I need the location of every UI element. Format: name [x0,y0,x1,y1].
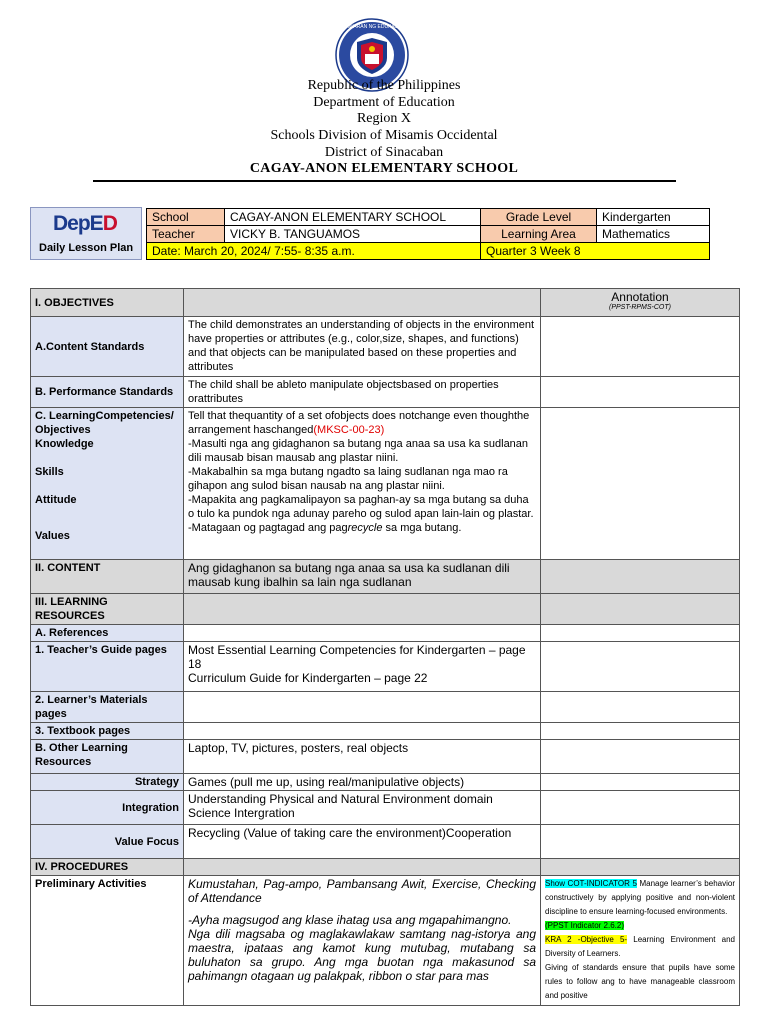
procedures-heading: IV. PROCEDURES [31,859,184,876]
annotation-cell [541,859,740,876]
grade-label: Grade Level [481,209,597,226]
annotation-cell [541,408,740,560]
annotation-cell [541,740,740,774]
annotation-cell [541,723,740,740]
textbook-blank [184,723,541,740]
objectives-heading: I. OBJECTIVES [31,289,184,317]
competencies-text [184,408,541,560]
annotation-cell [541,560,740,594]
teacher-value: VICKY B. TANGUAMOS [225,226,481,243]
procedures-blank [184,859,541,876]
integration-label: Integration [31,791,184,825]
annotation-cell [541,642,740,692]
header-district: District of Sinacaban [324,145,444,160]
competencies-label-line1: C. LearningCompetencies/ [35,410,174,422]
header-department: Department of Education [313,95,455,110]
prelim-opening: Kumustahan, Pag-ampo, Pambansang Awit, Exercise, Checking of Attendance [188,877,536,905]
content-text: Ang gidaghanon sa butang nga anaa sa usa ka sudlanan dili mausab kung ibalhin sa lain nga sudlanan [184,560,541,594]
teachers-guide-line2: Curriculum Guide for Kindergarten – page 22 [188,671,428,685]
attitude-label: Attitude [35,494,77,506]
cot-indicator-text: Manage learner’s behavior constructively by applying positive and non-violent discipline to ensure learning-focused environments. [545,879,735,916]
area-value: Mathematics [597,226,710,243]
svg-text:KAGAWARAN NG EDUKASYON: KAGAWARAN NG EDUKASYON [335,24,409,30]
knowledge-objective: -Masulti nga ang gidaghanon sa butang nga anaa sa usa ka sudlanan dili mausab bisan mausab ang plastar niini. [188,438,529,464]
header-republic: Republic of the Philippines [307,78,461,93]
annotation-cell [541,692,740,723]
kra-text: Learning Environment and Diversity of Learners. [545,935,736,958]
annotation-cell [541,377,740,408]
annotation-cell [541,317,740,377]
content-standards-text: The child demonstrates an understanding of objects in the environment have properties or attributes (e.g., color,size, shapes, and functions) and that objects can be manipulated based on these properties and attributes [184,317,541,377]
textbook-label: 3. Textbook pages [31,723,184,740]
lesson-table [30,288,740,1006]
annotation-cell [541,774,740,791]
values-objective: -Matagaan og pagtagad ang pagrecycle sa mga butang. [188,522,462,534]
annotation-cell [541,791,740,825]
preliminary-annotation [541,876,740,1006]
annotation-heading [541,289,740,317]
grade-value: Kindergarten [597,209,710,226]
teachers-guide-line1: Most Essential Learning Competencies for Kindergarten – page 18 [188,643,526,671]
kra-tag: KRA 2 -Objective 5- [545,935,628,944]
content-heading: II. CONTENT [31,560,184,594]
annotation-cell [541,825,740,859]
competency-main: Tell that thequantity of a set ofobjects does notchange even thoughthe arrangement haschanged [188,410,530,436]
header-divider [93,180,676,182]
performance-standards-text: The child shall be ableto manipulate objectsbased on properties orattributes [184,377,541,408]
value-focus-text: Recycling (Value of taking care the environment)Cooperation [184,825,541,859]
strategy-text: Games (pull me up, using real/manipulative objects) [184,774,541,791]
value-focus-label: Value Focus [31,825,184,859]
header-division: Schools Division of Misamis Occidental [270,128,498,143]
attitude-objective: -Mapakita ang pagkamalipayon sa paghan-ay sa mga butang sa duha o tulo ka pundok nga adunay pareho og sulod apan lain-lain og plastar. [188,494,534,520]
header-region: Region X [356,111,412,126]
logo-subtitle: Daily Lesson Plan [39,242,134,254]
cot-indicator-tag: Show COT-INDICATOR 5 [545,879,637,888]
deped-logo [30,207,142,260]
ppst-indicator-tag: (PPST Indicator 2.6.2) [545,921,624,930]
prelim-reminder: -Ayha magsugod ang klase ihatag usa ang mgapahimangno. [188,913,512,927]
preliminary-activities-text [184,876,541,1006]
performance-standards-label: B. Performance Standards [31,377,184,408]
values-label: Values [35,530,70,542]
annotation-cell [541,625,740,642]
other-resources-text: Laptop, TV, pictures, posters, real objects [184,740,541,774]
preliminary-activities-label: Preliminary Activities [31,876,184,1006]
learning-resources-heading: III. LEARNING RESOURCES [31,594,184,625]
competency-code: (MKSC-00-23) [313,424,385,436]
learners-materials-blank [184,692,541,723]
content-standards-label: A.Content Standards [31,317,184,377]
skills-objective: -Makabalhin sa mga butang ngadto sa laing sudlanan nga mao ra gihapon ang sulod bisan nausab na ang plastar niini. [188,466,508,492]
school-label: School [147,209,225,226]
references-blank [184,625,541,642]
deped-wordmark: DepED [53,212,117,235]
school-value: CAGAY-ANON ELEMENTARY SCHOOL [225,209,481,226]
annotation-title: Annotation [611,290,669,304]
competencies-label [31,408,184,560]
info-table [146,208,710,260]
knowledge-label: Knowledge [35,438,94,450]
strategy-label: Strategy [31,774,184,791]
area-label: Learning Area [481,226,597,243]
references-label: A. References [31,625,184,642]
annotation-rationale: Giving of standards ensure that pupils have some rules to follow ang to have manageable classroom and positive [545,963,735,1000]
learners-materials-label: 2. Learner’s Materials pages [31,692,184,723]
resources-blank [184,594,541,625]
prelim-standards: Nga dili magsaba og maglakawlakaw samtang nag-istorya ang maestra, ipataas ang kamot kung mutubag, mutabang sa buluhaton sa grupo. Ang mga buotan nga makasunod sa pahimangn otagaan ug palakpak, ribbon o star para mas [188,927,536,983]
teachers-guide-label: 1. Teacher’s Guide pages [31,642,184,692]
objectives-blank [184,289,541,317]
date-field: Date: March 20, 2024/ 7:55- 8:35 a.m. [147,243,481,260]
integration-text: Understanding Physical and Natural Environment domain Science Intergration [184,791,541,825]
teachers-guide-text [184,642,541,692]
teacher-label: Teacher [147,226,225,243]
header-school: CAGAY-ANON ELEMENTARY SCHOOL [249,161,519,176]
other-resources-label: B. Other Learning Resources [31,740,184,774]
skills-label: Skills [35,466,64,478]
annotation-cell [541,594,740,625]
quarter-field: Quarter 3 Week 8 [481,243,710,260]
annotation-subtitle: (PPST-RPMS-COT) [609,304,671,311]
competencies-label-line2: Objectives [35,424,91,436]
